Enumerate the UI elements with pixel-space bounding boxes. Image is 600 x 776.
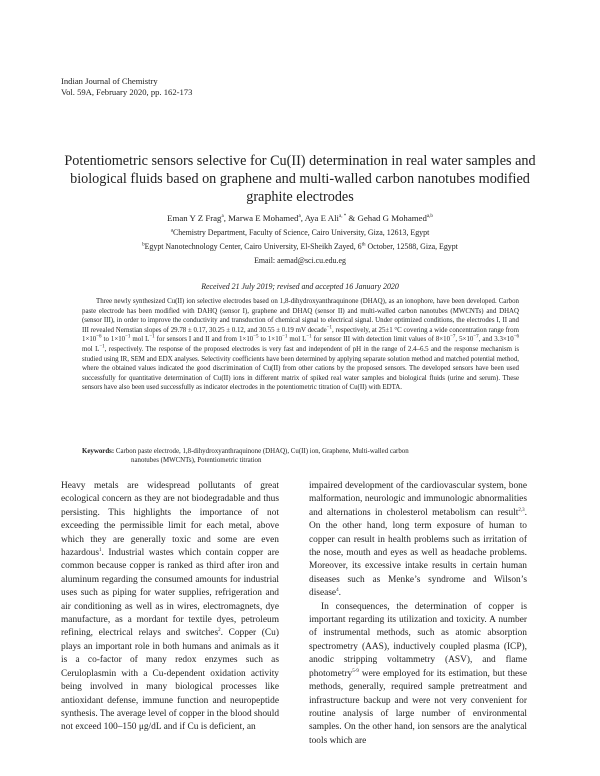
keywords-label: Keywords: — [82, 448, 115, 455]
journal-name: Indian Journal of Chemistry — [61, 76, 158, 86]
affiliation-b: $^b$Egypt Nanotechnology Center, Cairo University, El-Sheikh Zayed, 6th October, 12588, Giza, Egypt — [142, 242, 458, 251]
body-paragraph: impaired development of the cardiovascular system, bone malformation, neurologic and immunologic abnormalities and alternations in cholesterol metabolism can result$^{2,3}$. On the other hand, long term exposure of human to copper can result in health problems such as irritation of the nose, mouth and eyes as well as headache problems. Moreover, its excessive intake results in certain human diseases such as Menke’s syndrome and Wilson’s disease$^4$. — [309, 481, 527, 599]
journal-issue: Vol. 59A, February 2020, pp. 162-173 — [61, 87, 193, 97]
author-name: Gehad G Mohamed — [357, 213, 427, 223]
body-column-right — [309, 480, 527, 748]
keywords-text-continued: nanotubes (MWCNTs), Potentiometric titration — [131, 457, 262, 465]
citation: 1 — [99, 547, 102, 553]
author-affil-mark: a,b — [426, 214, 433, 220]
received-dates: Received 21 July 2019; revised and accepted 16 January 2020 — [201, 282, 399, 291]
author-affil-mark: a, * — [339, 214, 347, 220]
keywords — [82, 447, 519, 466]
article-title: Potentiometric sensors selective for Cu(II) determination in real water samples and biological fluids based on graphene and multi-walled carbon nanotubes modified graphite electrodes — [64, 153, 536, 205]
author-name: Marwa E Mohamed — [228, 213, 299, 223]
body-paragraph: In consequences, the determination of copper is important regarding its utilization and toxicity. A number of instrumental methods, such as atomic absorption spectrometry (AAS), inductively coupled plasma (ICP), anodic stripping voltammetry (ASV), and flame photometry$^{5-9}$ were employed for its estimation, but these methods, generally, required sample pretreatment and infrastructure backup and were not very convenient for routine analysis of large number of environmental samples. On the other hand, ion sensors are the analytical tools which are — [309, 601, 527, 746]
author-list: Eman Y Z Frag$^a$, Marwa E Mohamed$^a$, Aya E Ali$^{a, *}$ & Gehad G Mohamed$^{a,b}$ — [167, 213, 433, 223]
affiliation-a: $^a$Chemistry Department, Faculty of Science, Cairo University, Giza, 12613, Egypt — [170, 228, 430, 237]
citation: 4 — [336, 588, 339, 594]
journal-header — [61, 76, 192, 98]
citation: 5-9 — [352, 668, 359, 674]
corresponding-email: Email: aemad@sci.cu.edu.eg — [254, 256, 346, 265]
body-column-left — [61, 480, 279, 735]
citation: 2 — [218, 628, 221, 634]
author-affil-mark: a — [298, 214, 301, 220]
body-paragraph: Heavy metals are widespread pollutants of great ecological concern as they are not biodegradable and thus persisting. This highlights the importance of not exceeding the permissible limit for each metal, above which they are generally toxic and some are even hazardous$^1$. Industrial wastes which contain copper are common because copper is ranked as third after iron and aluminum regarding the consumed amounts for industrial uses such as piping for water supplies, refrigeration and air conditioning as well as in wires, electromagnets, dye manufacture, as a mordant for textile dyes, petroleum refining, electrical relays and switches$^2$. Copper (Cu) plays an important role in both humans and animals as it is a co-factor of many redox enzymes such as Ceruloplasmin with a Cu-dependent oxidation activity being involved in many biological processes like antioxidant defense, immune function and neuropeptide synthesis. The average level of copper in the blood should not exceed 100–150 μg/dL and if Cu is deficient, an — [61, 481, 280, 733]
keywords-text: Carbon paste electrode, 1,8-dihydroxyanthraquinone (DHAQ), Cu(II) ion, Graphene, Multi-walled carbon — [115, 448, 409, 455]
citation: 2,3 — [518, 507, 525, 513]
author-affil-mark: a — [221, 214, 224, 220]
author-name: Aya E Ali — [304, 213, 339, 223]
abstract: Three newly synthesized Cu(II) ion selective electrodes based on 1,8-dihydroxyanthraquinone (DHAQ), as an ionophore, have been developed. Carbon paste electrode has been modified with DAHQ (sensor I), graphene and DHAQ (sensor II) and multi-walled carbon nanotubes (MWCNTs) and DHAQ (sensor III), in order to improve the conductivity and transduction of chemical signal to electrical signal. Under optimized conditions, the electrodes I, II and III revealed Nernstian slopes of 29.78 ± 0.17, 30.25 ± 0.12, and 30.55 ± 0.19 mV decade$^{-1}$, respectively, at 25±1 °C covering a wide concentration range from $1\times 10^{-6}$ to $1\times 10^{-1}$ mol $L^{-1}$ for sensors I and II and from $1\times 10^{-5}$ to $1\times 10^{-1}$ mol $L^{-1}$ for sensor III with detection limit values of $8\times 10^{-7}$, $5\times 10^{-7}$, and $3.3\times 10^{-6}$ mol $L^{-1}$, respectively. The response of the proposed electrodes is very fast and independent of pH in the range of 2.4–6.5 and the response mechanism is studied using IR, SEM and EDX analyses. Selectivity coefficients have been determined by applying separate solution method and matched potential method, where the obtained values indicated the good discrimination of Cu(II) from other cations by the proposed sensors. The developed sensors have been used successfully for quantitative determination of Cu(II) ions in different matrix of spiked real water samples and biological fluids (urine and serum). These sensors have also been used successfully as indicator electrodes in the potentiometric titration of Cu(II) with EDTA. — [82, 298, 520, 392]
author-name: Eman Y Z Frag — [167, 213, 222, 223]
